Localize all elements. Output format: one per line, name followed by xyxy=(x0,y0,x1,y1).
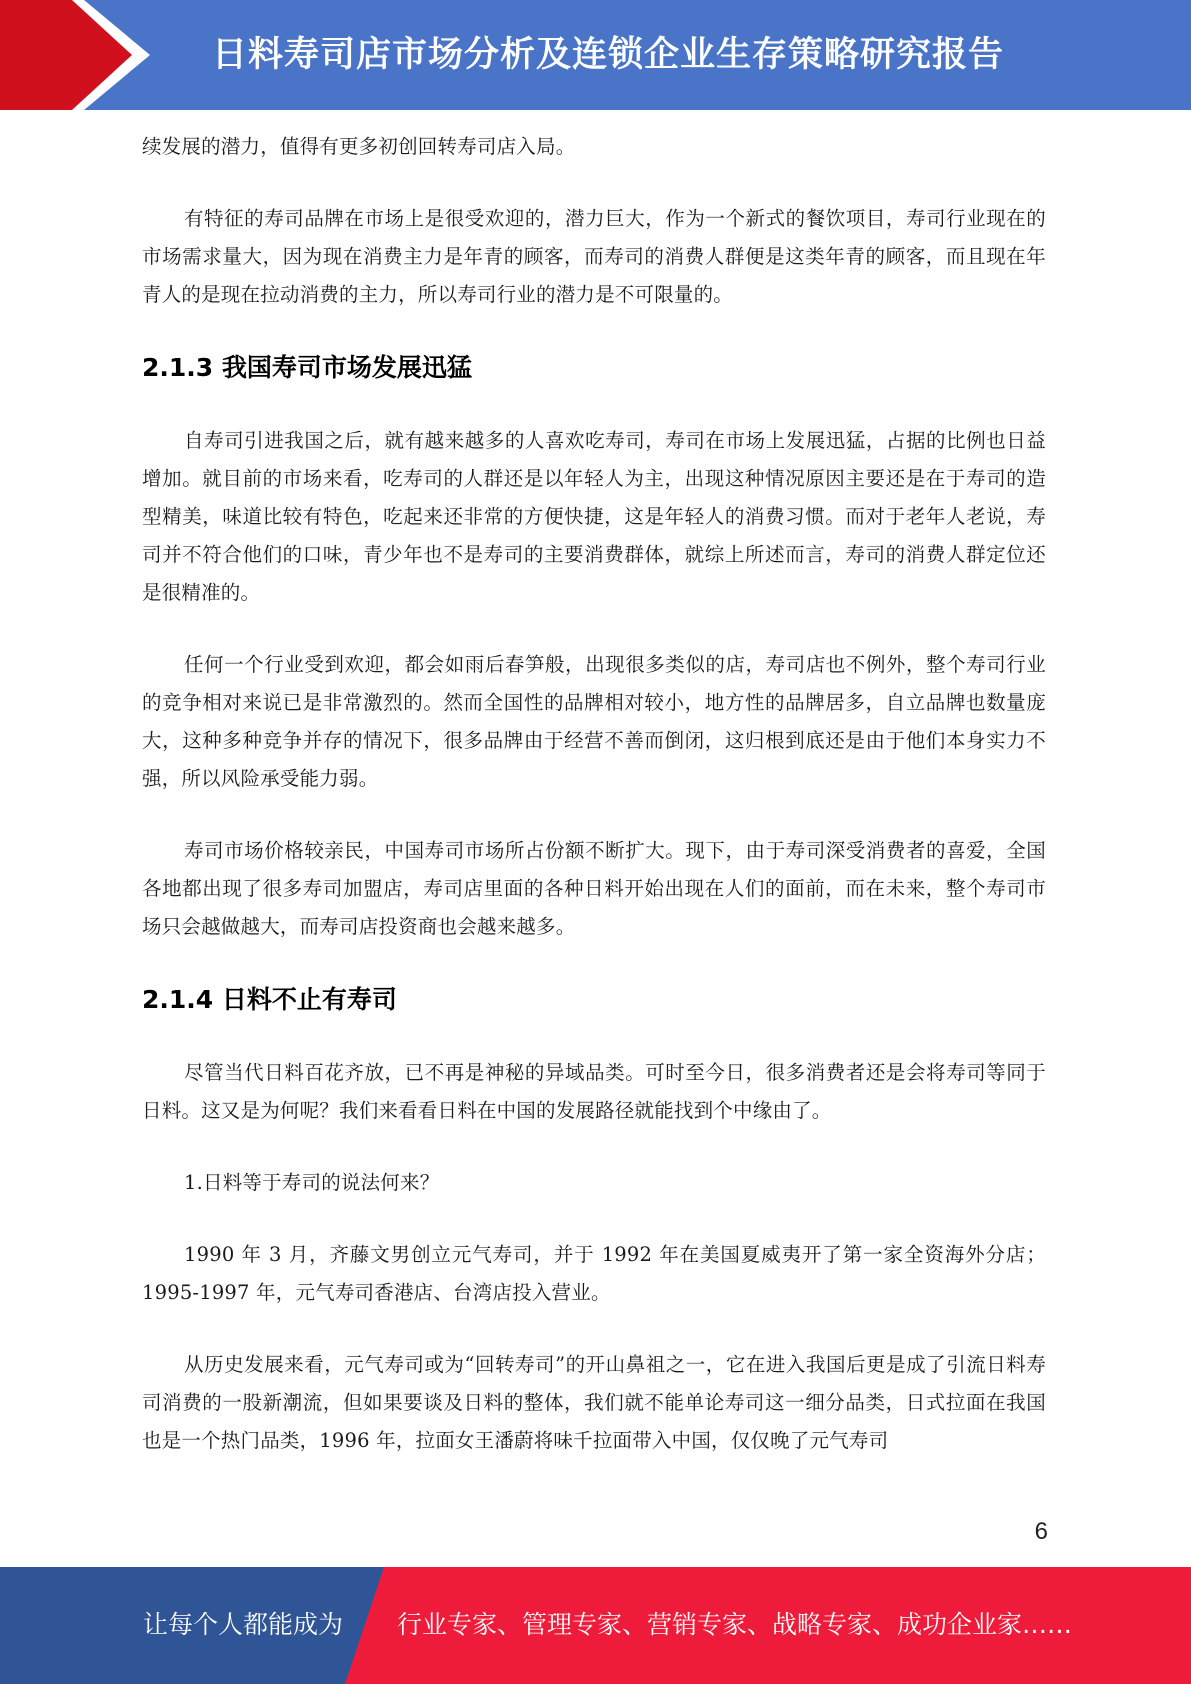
page-header xyxy=(0,0,1191,110)
footer-slogan-right: 行业专家、管理专家、营销专家、战略专家、成功企业家…… xyxy=(397,1610,1073,1639)
paragraph: 寿司市场价格较亲民，中国寿司市场所占份额不断扩大。现下，由于寿司深受消费者的喜爱，全国各地都出现了很多寿司加盟店，寿司店里面的各种日料开始出现在人们的面前，而在未来，整个寿司市场只会越做越大，而寿司店投资商也会越来越多。 xyxy=(142,839,1046,938)
section-heading-2-1-4: 2.1.4 日料不止有寿司 xyxy=(142,985,397,1014)
footer-slogan-left: 让每个人都能成为 xyxy=(143,1610,344,1639)
paragraph: 续发展的潜力，值得有更多初创回转寿司店入局。 xyxy=(142,135,576,158)
report-title: 日料寿司店市场分析及连锁企业生存策略研究报告 xyxy=(212,35,1005,75)
page-footer xyxy=(0,1567,1191,1684)
paragraph: 从历史发展来看，元气寿司或为“回转寿司”的开山鼻祖之一，它在进入我国后更是成了引流日料寿司消费的一股新潮流，但如果要谈及日料的整体，我们就不能单论寿司这一细分品类，日式拉面在我国也是一个热门品类，1996 年，拉面女王潘蔚将味千拉面带入中国，仅仅晚了元气寿司 xyxy=(142,1353,1046,1452)
page-content xyxy=(142,128,1046,1460)
page-number: 6 xyxy=(1034,1518,1048,1545)
paragraph: 尽管当代日料百花齐放，已不再是神秘的异域品类。可时至今日，很多消费者还是会将寿司等同于日料。这又是为何呢？我们来看看日料在中国的发展路径就能找到个中缘由了。 xyxy=(142,1061,1046,1122)
paragraph: 自寿司引进我国之后，就有越来越多的人喜欢吃寿司，寿司在市场上发展迅猛，占据的比例也日益增加。就目前的市场来看，吃寿司的人群还是以年轻人为主，出现这种情况原因主要还是在于寿司的造型精美，味道比较有特色，吃起来还非常的方便快捷，这是年轻人的消费习惯。而对于老年人老说，寿司并不符合他们的口味，青少年也不是寿司的主要消费群体，就综上所述而言，寿司的消费人群定位还是很精准的。 xyxy=(142,429,1046,604)
numbered-subheading: 1.日料等于寿司的说法何来？ xyxy=(184,1171,440,1194)
section-heading-2-1-3: 2.1.3 我国寿司市场发展迅猛 xyxy=(142,353,472,382)
paragraph: 有特征的寿司品牌在市场上是很受欢迎的，潜力巨大，作为一个新式的餐饮项目，寿司行业现在的市场需求量大，因为现在消费主力是年青的顾客，而寿司的消费人群便是这类年青的顾客，而且现在年青人的是现在拉动消费的主力，所以寿司行业的潜力是不可限量的。 xyxy=(142,207,1046,306)
paragraph: 1990 年 3 月，齐藤文男创立元气寿司，并于 1992 年在美国夏威夷开了第一家全资海外分店；1995-1997 年，元气寿司香港店、台湾店投入营业。 xyxy=(142,1243,1046,1304)
paragraph: 任何一个行业受到欢迎，都会如雨后春笋般，出现很多类似的店，寿司店也不例外，整个寿司行业的竞争相对来说已是非常激烈的。然而全国性的品牌相对较小，地方性的品牌居多，自立品牌也数量庞大，这种多种竞争并存的情况下，很多品牌由于经营不善而倒闭，这归根到底还是由于他们本身实力不强，所以风险承受能力弱。 xyxy=(142,653,1046,790)
